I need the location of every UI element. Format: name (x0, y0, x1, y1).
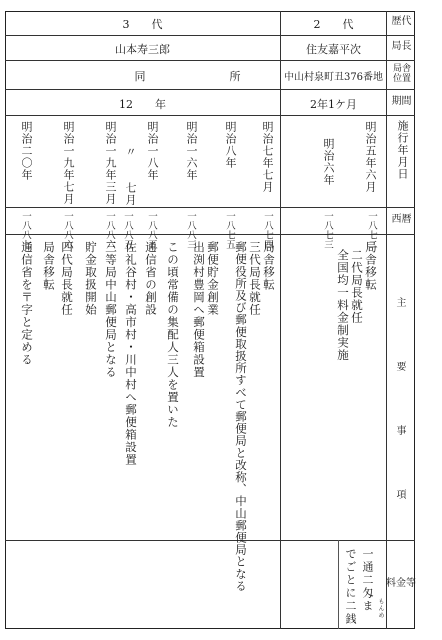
date-meiji7-7: 明治七年七月 (261, 121, 274, 193)
event-1883-1: この頃常備の集配人三人を置いた (166, 241, 180, 429)
label-chief: 局長 (391, 41, 412, 52)
label-event-3: 事 (396, 426, 407, 437)
era-2-location: 中山村泉町丑376番地 (283, 72, 384, 83)
era-3-chief: 山本寿三郎 (115, 43, 170, 56)
year-1885-a: 一八八五 (146, 211, 157, 249)
era-2-chief: 住友嘉平次 (306, 43, 361, 56)
event-1886-4: 局舎移転 (42, 241, 56, 291)
event-1875-1: 郵便貯金創業 (206, 241, 220, 316)
year-1886-a: 一八八六 (104, 211, 115, 249)
year-1886-b: 一八八六 (62, 211, 73, 249)
label-location: 局舎位置 (392, 64, 411, 84)
row-divider (5, 60, 415, 61)
fee-ruby: もんめ (377, 598, 384, 619)
date-meiji19-7: 明治一九年七月 (62, 121, 75, 205)
event-1874-1: 局舎移転 (262, 241, 276, 291)
fee-sub: でごとに二銭 (344, 548, 357, 626)
label-divider (386, 11, 387, 629)
row-divider (5, 89, 415, 90)
row-divider (5, 35, 415, 36)
date-meiji18: 明治一八年 (146, 121, 159, 181)
label-western: 西暦 (391, 214, 412, 225)
fee-main-text: 一通二匁ま (361, 548, 374, 613)
date-meiji19-3: 明治一九年三月 (104, 121, 117, 205)
row-divider (5, 207, 415, 208)
era-3-location-right: 所 (229, 70, 241, 83)
year-1887: 一八八七 (20, 211, 31, 249)
era-2-title: 2 代 (313, 18, 354, 31)
row-divider (5, 540, 415, 541)
year-1872: 一八七二 (366, 211, 377, 249)
date-meiji16: 明治一六年 (185, 121, 198, 181)
label-event-2: 要 (396, 362, 407, 373)
event-1874-2: 三代局長就任 (248, 241, 262, 316)
date-meiji8: 明治八年 (224, 121, 237, 169)
event-1874-3: 郵便役所及び郵便取扱所すべて郵便局と改称、中山郵便局となる (234, 241, 248, 592)
date-meiji6: 明治六年 (322, 138, 335, 186)
event-1885-2: 佐礼谷村・高市村・川中村へ郵便箱設置 (124, 241, 138, 466)
year-1873: 一八七三 (322, 211, 333, 249)
date-meiji20: 明治二〇年 (20, 121, 33, 181)
label-event-4: 項 (396, 490, 407, 501)
label-fee: 料金等 (386, 578, 416, 589)
fee-divider (338, 540, 339, 629)
event-1872-1: 局舎移転 (364, 241, 378, 291)
label-date: 施行年月日 (396, 120, 409, 180)
era-3-period: 12 年 (119, 98, 166, 111)
row-divider (5, 115, 415, 116)
era-3-title: 3 代 (122, 18, 163, 31)
era-3-location-left: 同 (134, 70, 146, 83)
fee-main (361, 548, 373, 613)
event-1885-1: 通信省の創設 (144, 241, 158, 316)
date-meiji18-7: 〃 七月 (124, 146, 137, 206)
label-period: 期間 (391, 96, 412, 107)
year-1885-b: 一八八五 (122, 211, 133, 249)
date-meiji5: 明治五年六月 (364, 121, 377, 193)
event-1872-3: 全国均一料金制実施 (336, 249, 350, 362)
event-1875-2: 出渕村豊岡へ郵便箱設置 (192, 241, 206, 379)
label-era: 歴代 (391, 16, 412, 27)
event-1886-2: 貯金取扱開始 (84, 241, 98, 316)
event-1872-2: 二代局長就任 (350, 249, 364, 324)
event-1886-3: 四代局長就任 (60, 241, 74, 316)
event-1887-1: 通信省を〒字と定める (20, 241, 34, 366)
year-1874: 一八七四 (262, 211, 273, 249)
year-1875: 一八七五 (224, 211, 235, 249)
year-1883: 一八八三 (185, 211, 196, 249)
label-event-1: 主 (396, 298, 407, 309)
event-1886-1: 三等局中山郵便局となる (104, 241, 118, 379)
era-2-period: 2年1ケ月 (310, 98, 357, 111)
